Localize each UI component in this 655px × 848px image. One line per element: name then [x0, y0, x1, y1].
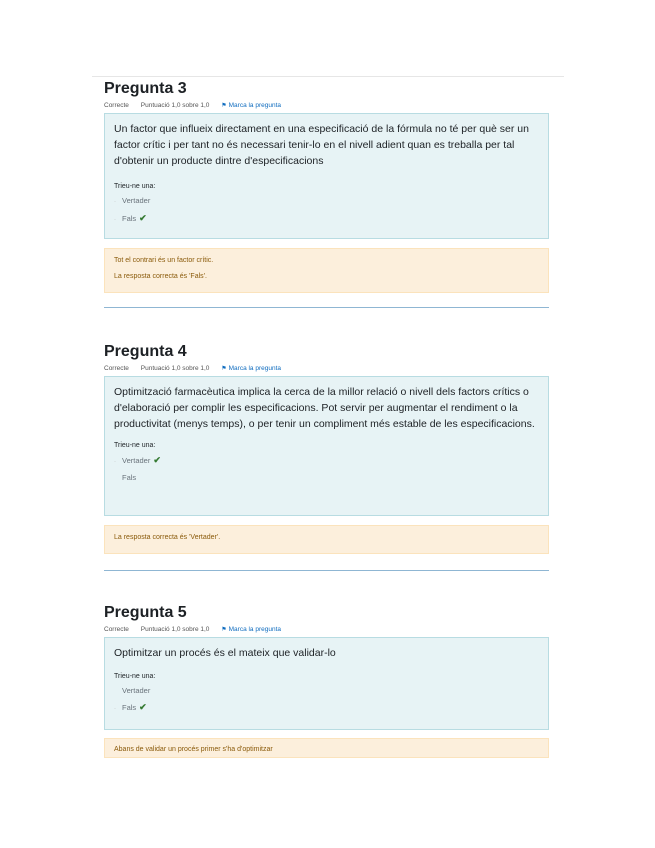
question-title: Pregunta 4	[104, 343, 187, 360]
answer-option-vertader[interactable]: Vertader	[122, 686, 151, 695]
question-text-box	[104, 113, 549, 239]
question-5	[104, 604, 549, 730]
question-text-box	[104, 376, 549, 516]
check-icon: ✔	[153, 455, 161, 465]
question-text: Optimitzar un procés és el mateix que validar-lo	[114, 647, 336, 659]
answer-option-vertader[interactable]: · Vertader	[114, 196, 151, 205]
feedback-text: Abans de validar un procés primer s'ha d'optimitzar	[114, 746, 273, 753]
feedback-box	[104, 525, 549, 554]
check-icon: ✔	[139, 702, 147, 712]
status-text: Correcte	[104, 626, 129, 633]
status-text: Correcte	[104, 365, 129, 372]
question-info	[104, 625, 549, 634]
question-info	[104, 364, 549, 373]
answer-option-vertader[interactable]: · Vertader ✔	[114, 455, 161, 465]
question-divider	[104, 307, 549, 308]
flag-icon: ⚑	[221, 366, 227, 372]
answer-option-fals[interactable]: · Fals ✔	[114, 213, 147, 223]
flag-question-link[interactable]: ⚑ Marca la pregunta	[221, 102, 282, 109]
score-text: Puntuació 1,0 sobre 1,0	[140, 102, 210, 109]
feedback-box-cutoff	[104, 738, 549, 753]
check-icon: ✔	[139, 213, 147, 223]
feedback-box	[104, 738, 549, 758]
status-text: Correcte	[104, 102, 129, 109]
question-title: Pregunta 5	[104, 604, 187, 621]
flag-icon: ⚑	[221, 103, 227, 109]
question-3	[104, 80, 549, 293]
top-divider	[92, 76, 564, 77]
feedback-text: Tot el contrari és un factor crític.	[114, 257, 214, 264]
answer-prompt: Trieu-ne una:	[114, 673, 156, 680]
question-info	[104, 101, 549, 110]
flag-question-link[interactable]: ⚑ Marca la pregunta	[221, 365, 282, 372]
question-4	[104, 343, 549, 554]
correct-answer-text: La resposta correcta és 'Fals'.	[114, 273, 207, 280]
score-text: Puntuació 1,0 sobre 1,0	[140, 365, 210, 372]
answer-prompt: Trieu-ne una:	[114, 442, 156, 449]
question-text: Un factor que influeix directament en una especificació de la fórmula no té per què ser un factor crític i per tant no és necessari tenir-lo en el nivell adient quan es treballa per tal d'obtenir un producte dintre d'especificacions	[114, 123, 529, 167]
question-divider	[104, 570, 549, 571]
answer-option-fals[interactable]: · Fals ✔	[114, 702, 147, 712]
question-text: Optimització farmacèutica implica la cerca de la millor relació o nivell dels factors crítics o d'elaboració per complir les especificacions. Pot servir per augmentar el rendiment o la productivitat (menys temps), o per tenir un compliment més estable de les especificacions.	[114, 386, 535, 430]
flag-icon: ⚑	[221, 627, 227, 633]
feedback-box	[104, 248, 549, 293]
question-title: Pregunta 3	[104, 80, 187, 97]
question-text-box	[104, 637, 549, 730]
correct-answer-text: La resposta correcta és 'Vertader'.	[114, 534, 221, 541]
flag-question-link[interactable]: ⚑ Marca la pregunta	[221, 626, 282, 633]
answer-option-fals[interactable]: Fals	[122, 473, 137, 482]
score-text: Puntuació 1,0 sobre 1,0	[140, 626, 210, 633]
answer-prompt: Trieu-ne una:	[114, 183, 156, 190]
